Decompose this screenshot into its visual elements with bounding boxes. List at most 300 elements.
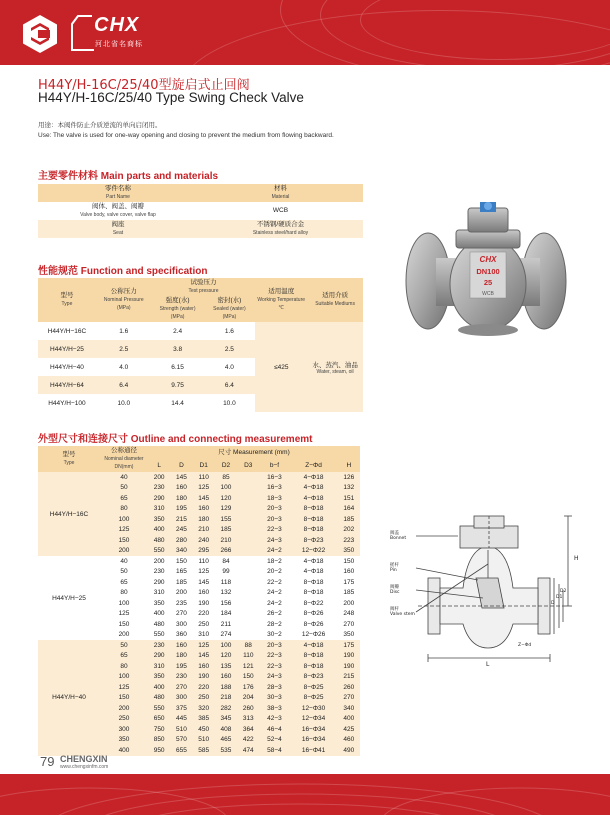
dims-value: 24−3 [259, 535, 289, 546]
dims-value: 26−2 [267, 610, 282, 618]
dims-value: 125 [193, 483, 215, 494]
dims-value: 200 [153, 557, 165, 565]
dims-dn: 200 [100, 703, 148, 714]
dims-col-header: D1 [193, 459, 215, 472]
dims-value: 550 [148, 703, 170, 714]
func-seal: 1.6 [224, 327, 234, 335]
dims-value: 22−3 [259, 661, 289, 672]
dims-value: 145 [198, 578, 210, 586]
dims-value: 190 [338, 651, 360, 662]
label-D1: D1 [556, 595, 563, 600]
dims-value [237, 546, 259, 557]
dims-value [237, 577, 259, 588]
dims-value: 460 [338, 735, 360, 746]
dims-value [237, 619, 259, 630]
dims-value: 110 [193, 472, 215, 483]
function-heading: 性能规范 Function and specification [38, 266, 208, 277]
dims-value: 550 [153, 631, 165, 639]
dims-value: 215 [338, 672, 360, 683]
dims-value: 160 [198, 589, 210, 597]
func-type: H44Y/H−25 [38, 340, 96, 358]
dims-value [237, 535, 259, 546]
func-temp-cn: 适用温度 [268, 288, 295, 295]
dims-dn: 80 [100, 504, 148, 515]
dims-value: 400 [338, 714, 360, 725]
dims-value: 42−3 [259, 714, 289, 725]
header-band [0, 0, 610, 65]
dims-header-dn [100, 446, 148, 472]
parts-header-mat-cn: 材料 [274, 185, 287, 192]
dims-value: 176 [237, 682, 259, 693]
dims-value: 655 [170, 745, 192, 756]
dims-value: 260 [338, 682, 360, 693]
dims-value: 8−Φ18 [289, 525, 337, 536]
dims-value: 20−2 [267, 568, 282, 576]
dims-dn: 40 [120, 557, 128, 565]
dims-value: 211 [220, 620, 232, 628]
dims-value: 12−Φ34 [289, 714, 337, 725]
footer-url: www.chengxinfm.com [60, 764, 109, 770]
dims-value: 360 [175, 631, 187, 639]
dims-dn: 50 [100, 483, 148, 494]
usage-en: Use: The valve is used for one-way opening and closing to prevent the medium from flowing backward. [38, 132, 334, 139]
dims-value: 160 [343, 568, 355, 576]
label-stem-en: Valve stem [390, 612, 415, 617]
dims-value: 245 [170, 525, 192, 536]
footer-band [0, 774, 610, 815]
dims-value: 195 [170, 504, 192, 515]
dims-value: 295 [193, 546, 215, 557]
dims-value: 120 [215, 493, 237, 504]
dims-dn: 100 [118, 599, 130, 607]
func-med-en: Suitable Mediums [315, 301, 355, 307]
dims-value: 290 [153, 578, 165, 586]
dims-value: 58−4 [259, 745, 289, 756]
dims-value: 16−3 [259, 483, 289, 494]
func-strength: 9.75 [152, 376, 204, 394]
dims-value: 480 [153, 620, 165, 628]
dims-value: 24−2 [267, 599, 282, 607]
dims-value: 190 [193, 672, 215, 683]
func-np: 2.5 [96, 340, 152, 358]
dims-value: 175 [338, 640, 360, 651]
dims-value: 12−Φ30 [289, 703, 337, 714]
brand-logo-subtitle: 河北省名商标 [95, 41, 143, 48]
dims-value: 24−3 [259, 672, 289, 683]
table-row [38, 472, 360, 483]
dims-value: 125 [193, 640, 215, 651]
dimensions-table [38, 446, 360, 756]
dims-value: 408 [215, 724, 237, 735]
func-temp: ≤425 [255, 322, 307, 412]
dims-value [237, 609, 259, 620]
dims-value: 280 [170, 535, 192, 546]
dims-value: 4−Φ18 [303, 568, 324, 576]
page-number: 79 [40, 754, 55, 769]
dims-dn: 150 [100, 693, 148, 704]
dims-header-size: 尺寸 Measurement (mm) [148, 446, 360, 459]
func-type-en: Type [61, 301, 73, 307]
dims-value [237, 504, 259, 515]
dims-type: H44Y/H−25 [38, 556, 100, 640]
valve-product-photo [398, 196, 574, 348]
dims-type-cn: 型号 [62, 451, 76, 458]
dims-value: 204 [237, 693, 259, 704]
dims-value: 180 [170, 493, 192, 504]
dims-value: 350 [153, 599, 165, 607]
usage-cn: 用途：本阀件防止介质逆流的单向启闭用。 [38, 122, 162, 129]
dims-value: 202 [338, 525, 360, 536]
dims-value: 535 [215, 745, 237, 756]
func-header-temp [255, 278, 307, 322]
part-name-en: Valve body, valve cover, valve flap [80, 212, 156, 218]
dims-value: 164 [338, 504, 360, 515]
func-se-cn: 密封(水) [217, 297, 242, 304]
table-row [38, 640, 360, 651]
dims-value [237, 483, 259, 494]
dims-value: 16−3 [259, 472, 289, 483]
dims-value: 465 [215, 735, 237, 746]
footer-brand: CHENGXIN [60, 754, 108, 764]
dims-value: 155 [215, 514, 237, 525]
dims-value: 118 [220, 578, 232, 586]
dims-dn: 250 [100, 714, 148, 725]
dims-value: 120 [215, 651, 237, 662]
dims-value: 135 [215, 661, 237, 672]
dims-value: 248 [343, 610, 355, 618]
dims-value: 400 [148, 525, 170, 536]
dims-value: 8−Φ25 [289, 693, 337, 704]
dims-value: 400 [153, 610, 165, 618]
func-seal: 10.0 [223, 399, 236, 407]
footer-wave-pattern [0, 774, 610, 815]
dims-value: 235 [175, 599, 187, 607]
dims-value: 210 [193, 525, 215, 536]
dims-value: 85 [215, 472, 237, 483]
dims-value: 340 [170, 546, 192, 557]
company-logo-icon [20, 14, 60, 54]
dims-value: 385 [193, 714, 215, 725]
dims-value: 22−3 [259, 525, 289, 536]
photo-mat: WCB [482, 291, 494, 297]
dims-value: 150 [175, 557, 187, 565]
dims-value: 585 [193, 745, 215, 756]
dims-value: 145 [170, 472, 192, 483]
dims-value: 185 [338, 514, 360, 525]
dims-value: 24−2 [267, 589, 282, 597]
dims-value: 150 [343, 557, 355, 565]
dims-value: 223 [338, 535, 360, 546]
func-header-strength [152, 296, 204, 322]
dims-value: 160 [170, 640, 192, 651]
dims-value: 375 [170, 703, 192, 714]
dims-type: H44Y/H−16C [38, 472, 100, 556]
dims-dn: 50 [120, 568, 128, 576]
dims-value: 24−2 [259, 546, 289, 557]
dims-value: 150 [237, 672, 259, 683]
dims-value: 20−3 [259, 640, 289, 651]
dims-value: 20−3 [259, 514, 289, 525]
func-type: H44Y/H−40 [50, 363, 84, 371]
dims-value: 850 [148, 735, 170, 746]
dims-value: 320 [193, 703, 215, 714]
dims-value: 4−Φ18 [289, 640, 337, 651]
dims-value: 12−Φ26 [301, 631, 326, 639]
dims-value: 313 [237, 714, 259, 725]
dims-value: 450 [193, 724, 215, 735]
parts-header-name-en: Part Name [106, 194, 130, 200]
dims-value: 160 [193, 661, 215, 672]
func-header-med [307, 278, 363, 322]
dims-value: 200 [175, 589, 187, 597]
dims-dn: 150 [118, 620, 130, 628]
dims-value: 28−3 [259, 682, 289, 693]
dims-value: 282 [215, 703, 237, 714]
label-H: H [574, 555, 579, 562]
dims-value: 4−Φ18 [289, 483, 337, 494]
func-header-np [96, 278, 152, 322]
photo-pn: 25 [483, 278, 493, 287]
dims-dn: 80 [100, 661, 148, 672]
dims-value: 8−Φ23 [289, 535, 337, 546]
dims-value: 8−Φ22 [303, 599, 324, 607]
parts-header-material [198, 184, 363, 202]
func-np-unit: (MPa) [116, 305, 131, 311]
dims-dn: 65 [100, 651, 148, 662]
dims-dn: 200 [118, 631, 130, 639]
func-strength: 2.4 [173, 327, 183, 335]
dims-value: 400 [148, 682, 170, 693]
dims-dn: 100 [100, 514, 148, 525]
label-pin-en: Pin [390, 568, 397, 573]
dims-dn: 40 [100, 472, 148, 483]
dims-value [237, 588, 259, 599]
dims-value: 22−3 [259, 651, 289, 662]
dims-value: 8−Φ18 [289, 514, 337, 525]
func-np: 1.6 [119, 327, 129, 335]
func-np-en: Nominal Pressure [103, 297, 144, 303]
table-row [38, 220, 363, 238]
dims-value: 185 [343, 589, 355, 597]
dims-value: 28−2 [267, 620, 282, 628]
dims-value: 350 [148, 514, 170, 525]
label-bonnet-cn: 阀盖 [390, 531, 399, 536]
dims-dn-en: Nominal diameter [104, 456, 144, 462]
func-medium-en: Water, steam, oil [316, 368, 354, 375]
func-np: 6.4 [96, 376, 152, 394]
part-name-en: Seat [112, 230, 124, 236]
dims-value: 184 [220, 610, 232, 618]
usage-text [38, 121, 334, 141]
dims-value: 290 [148, 493, 170, 504]
parts-table [38, 184, 363, 238]
dims-heading: 外型尺寸和连接尺寸 Outline and connecting measurememt [38, 434, 313, 445]
dims-value: 132 [220, 589, 232, 597]
dims-dn: 125 [100, 525, 148, 536]
dims-value: 84 [222, 557, 230, 565]
dims-value: 30−2 [267, 631, 282, 639]
dims-value: 345 [215, 714, 237, 725]
dims-value: 8−Φ26 [303, 620, 324, 628]
part-name [38, 202, 198, 220]
dims-value: 8−Φ18 [303, 578, 324, 586]
parts-header-name [38, 184, 198, 202]
dims-value: 240 [193, 535, 215, 546]
dims-value: 126 [338, 472, 360, 483]
table-row [38, 322, 363, 340]
label-bonnet-en: Bonnet [390, 536, 407, 541]
dims-value: 510 [193, 735, 215, 746]
dims-value: 100 [215, 640, 237, 651]
dims-value: 350 [148, 672, 170, 683]
func-strength: 14.4 [171, 399, 184, 407]
page-title-en: H44Y/H-16C/25/40 Type Swing Check Valve [38, 90, 304, 105]
dims-dn: 400 [100, 745, 148, 756]
dims-dn: 125 [118, 610, 130, 618]
dims-value: 125 [198, 568, 210, 576]
dims-value: 12−Φ22 [289, 546, 337, 557]
dims-value: 750 [148, 724, 170, 735]
dims-value: 270 [175, 610, 187, 618]
dims-value [237, 472, 259, 483]
dims-value: 88 [237, 640, 259, 651]
dims-value [237, 567, 259, 578]
dims-value: 250 [193, 693, 215, 704]
dims-type: H44Y/H−40 [38, 640, 100, 756]
func-st-en: Strength (water) [159, 306, 196, 312]
dims-value: 270 [170, 682, 192, 693]
dims-dn: 80 [120, 589, 128, 597]
dims-value: 310 [148, 661, 170, 672]
valve-section-drawing [388, 508, 584, 668]
dims-dn: 50 [100, 640, 148, 651]
dims-value: 30−3 [259, 693, 289, 704]
func-type: H44Y/H−64 [38, 376, 96, 394]
dims-value: 190 [338, 661, 360, 672]
func-temp-en: Working Temperature [257, 297, 306, 303]
func-med-cn: 适用介质 [322, 292, 349, 299]
dims-value: 425 [338, 724, 360, 735]
dims-value: 18−3 [259, 493, 289, 504]
dims-value: 215 [170, 514, 192, 525]
dims-value: 160 [170, 483, 192, 494]
func-type-cn: 型号 [60, 292, 74, 299]
func-tp-en: Test pressure [188, 288, 219, 294]
table-row [38, 556, 360, 567]
dims-value [237, 630, 259, 641]
label-disc-en: Disc [390, 590, 400, 595]
function-table [38, 278, 363, 412]
dims-value: 230 [170, 672, 192, 683]
dims-header-type [38, 446, 100, 472]
dims-col-header: b−f [259, 459, 289, 472]
dims-value: 20−3 [259, 504, 289, 515]
func-np-cn: 公称压力 [110, 288, 137, 295]
dims-value: 364 [237, 724, 259, 735]
func-header-tp [152, 278, 256, 296]
dims-value: 8−Φ25 [289, 682, 337, 693]
dims-value: 22−2 [267, 578, 282, 586]
dims-value: 52−4 [259, 735, 289, 746]
dims-value: 350 [338, 546, 360, 557]
func-medium-cn: 水、蒸汽、油品 [312, 361, 358, 369]
dims-value: 8−Φ18 [303, 589, 324, 597]
dims-value: 274 [220, 631, 232, 639]
part-name-cn: 阀体、阀盖、阀瓣 [92, 203, 144, 210]
part-material-cn: 不锈钢/硬质合金 [256, 221, 305, 228]
dims-value: 129 [215, 504, 237, 515]
func-se-unit: (MPa) [222, 314, 237, 320]
dims-value: 270 [343, 620, 355, 628]
dims-value: 218 [215, 693, 237, 704]
func-tp-cn: 试验压力 [190, 279, 217, 286]
dims-col-header: D3 [237, 459, 259, 472]
dims-value: 480 [148, 693, 170, 704]
dims-value: 570 [170, 735, 192, 746]
dims-dn: 300 [100, 724, 148, 735]
dims-value: 230 [148, 640, 170, 651]
func-st-cn: 强度(水) [165, 297, 190, 304]
label-D2: D2 [560, 589, 567, 594]
dims-value: 165 [175, 568, 187, 576]
dims-value: 650 [148, 714, 170, 725]
func-header-seal [204, 296, 256, 322]
dims-value: 46−4 [259, 724, 289, 735]
func-medium [307, 322, 363, 412]
dims-value: 950 [148, 745, 170, 756]
dims-value: 180 [193, 514, 215, 525]
dims-value: 8−Φ18 [289, 651, 337, 662]
dims-value: 250 [198, 620, 210, 628]
dims-value: 310 [198, 631, 210, 639]
dims-dn: 100 [100, 672, 148, 683]
dims-value: 220 [198, 610, 210, 618]
dims-value: 300 [175, 620, 187, 628]
dims-value: 220 [193, 682, 215, 693]
dims-value: 195 [170, 661, 192, 672]
dims-value: 38−3 [259, 703, 289, 714]
dims-dn-unit: DN(mm) [114, 464, 134, 470]
dims-dn: 150 [100, 535, 148, 546]
dims-value: 160 [193, 504, 215, 515]
parts-heading: 主要零件材料 Main parts and materials [38, 171, 219, 182]
dims-value: 180 [170, 651, 192, 662]
label-pin-cn: 摇杆 [390, 563, 399, 568]
dims-col-header: D2 [215, 459, 237, 472]
dims-value [237, 598, 259, 609]
dims-value: 110 [198, 557, 209, 565]
dims-value: 190 [198, 599, 210, 607]
dims-value: 188 [215, 682, 237, 693]
dims-value: 16−Φ41 [289, 745, 337, 756]
dims-dn: 350 [100, 735, 148, 746]
func-type: H44Y/H−16C [47, 327, 87, 335]
dims-dn-cn: 公称通径 [111, 447, 137, 454]
dims-value: 151 [338, 493, 360, 504]
dims-value [237, 493, 259, 504]
dims-value: 18−2 [267, 557, 282, 565]
dims-value: 550 [148, 546, 170, 557]
part-name-cn: 阀座 [111, 221, 125, 228]
label-D: D [551, 601, 555, 606]
dims-value: 4−Φ18 [303, 557, 324, 565]
dims-value: 474 [237, 745, 259, 756]
func-seal: 4.0 [224, 363, 234, 371]
func-se-en: Sealed (water) [213, 306, 246, 312]
dims-value: 340 [338, 703, 360, 714]
dims-value: 4−Φ18 [289, 472, 337, 483]
part-material [198, 220, 363, 238]
